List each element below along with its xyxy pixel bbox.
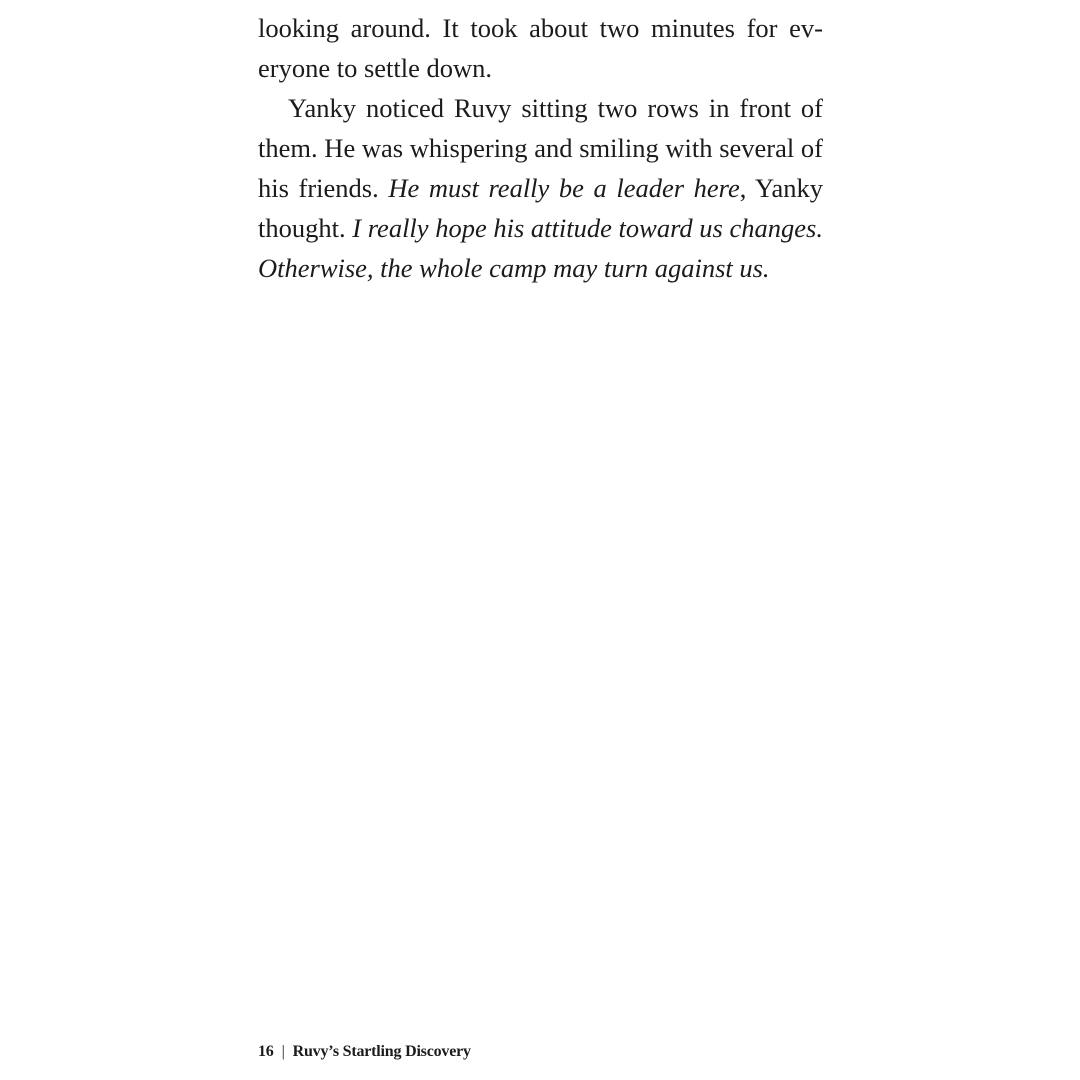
- footer-separator: |: [281, 1043, 285, 1060]
- paragraph-2-segment-1: Yanky noticed Ruvy sitting two rows in front of them. He was whispering and smiling with several of his friends.: [258, 93, 823, 203]
- paragraph-2-segment-3: , Yanky thought.: [258, 173, 823, 243]
- paragraph-1: [258, 8, 823, 88]
- paragraph-1-text: looking around. It took about two minutes for everyone to settle down.: [258, 13, 823, 83]
- paragraph-2-italic-thought-1: He must really be a leader here: [388, 173, 740, 203]
- book-title: Ruvy’s Startling Discovery: [292, 1043, 471, 1060]
- page-number: 16: [258, 1043, 274, 1060]
- body-text: [258, 8, 823, 288]
- page-footer: [258, 1039, 471, 1065]
- paragraph-2: [258, 88, 823, 288]
- paragraph-2-italic-thought-2: I really hope his attitude toward us changes. Otherwise, the whole camp may turn against us.: [258, 213, 823, 283]
